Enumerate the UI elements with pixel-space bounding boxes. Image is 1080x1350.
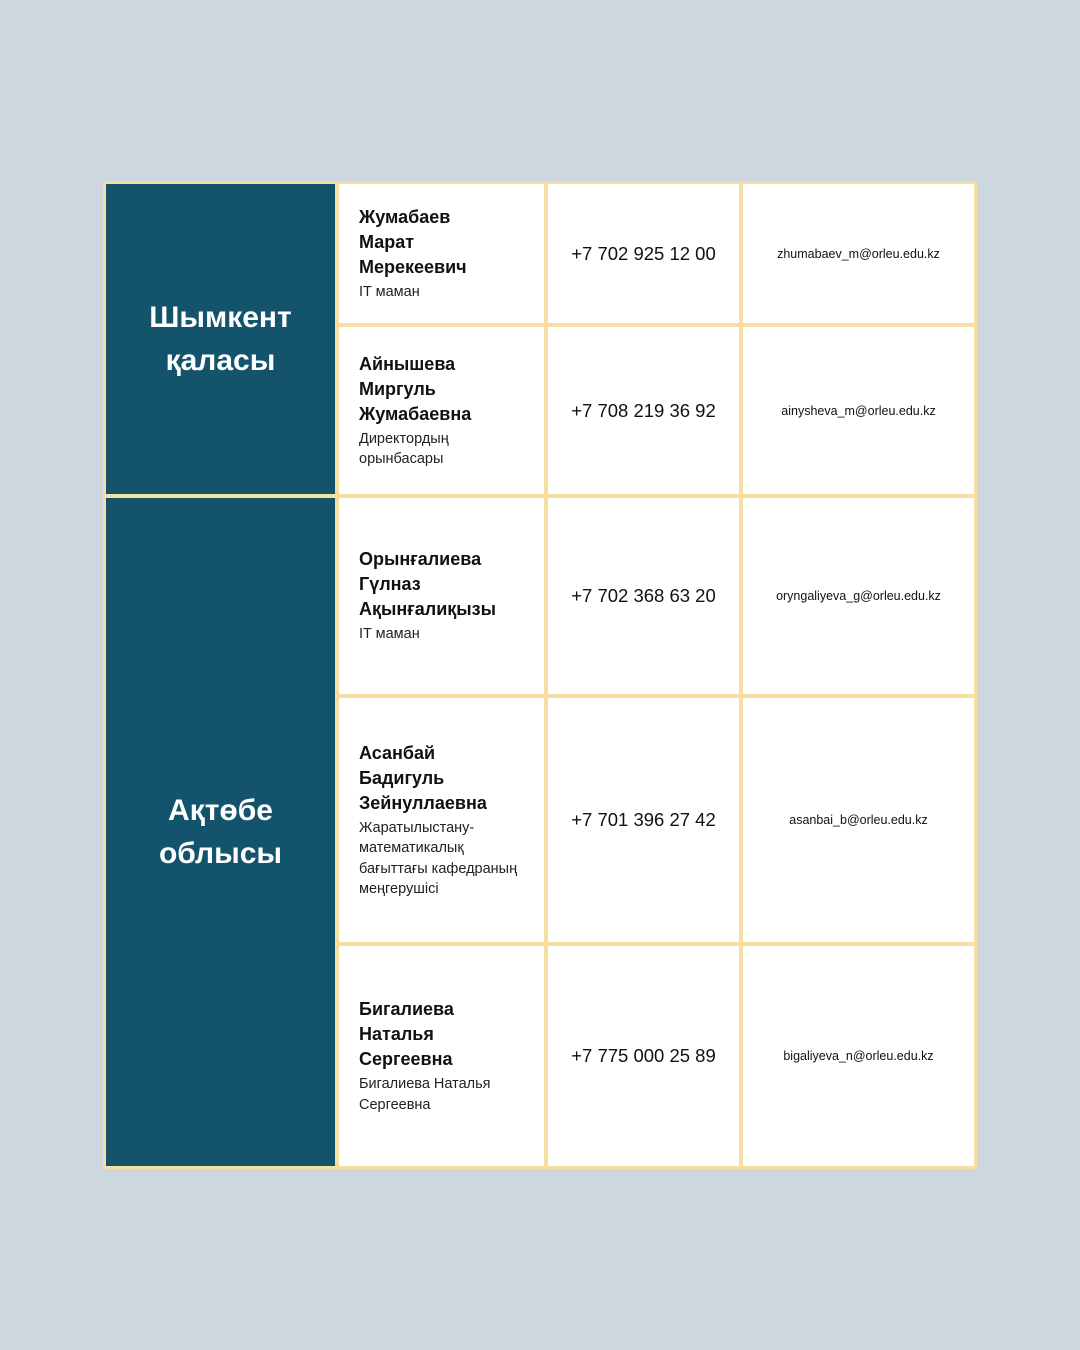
contact-email[interactable]: bigaliyeva_n@orleu.edu.kz bbox=[783, 1049, 934, 1063]
contacts-table bbox=[103, 181, 977, 1169]
contact-name-line: Орынғалиева bbox=[359, 549, 482, 570]
contact-name-line: Мерекеевич bbox=[359, 256, 467, 277]
contact-role: Бигалиева Наталья Сергеевна bbox=[359, 1076, 491, 1113]
region-title-line: қаласы bbox=[165, 344, 276, 377]
contact-name-block bbox=[359, 352, 534, 470]
region-title-line: облысы bbox=[158, 837, 283, 870]
contact-phone[interactable]: +7 702 925 12 00 bbox=[571, 242, 716, 264]
contact-name-line: Сергеевна bbox=[359, 1049, 453, 1069]
contact-name-line: Марат bbox=[359, 231, 415, 252]
region-cell-shymkent bbox=[106, 184, 335, 494]
region-title-line: Ақтөбе bbox=[168, 794, 273, 827]
contact-name-cell bbox=[339, 327, 544, 494]
contact-phone[interactable]: +7 702 368 63 20 bbox=[571, 585, 716, 606]
contact-name-line: Жумабаев bbox=[359, 206, 451, 227]
contact-role: IT маман bbox=[359, 626, 420, 643]
contact-role: Жаратылыстану-математикалық бағыттағы кафедраның меңгерушісі bbox=[359, 819, 518, 897]
region-title bbox=[159, 789, 282, 875]
region-title-line: Шымкент bbox=[149, 301, 292, 334]
contact-email[interactable]: ainysheva_m@orleu.edu.kz bbox=[781, 403, 936, 418]
contact-name-line: Бадигуль bbox=[359, 767, 445, 788]
contact-role: IT маман bbox=[359, 283, 420, 300]
contact-name-block bbox=[359, 997, 534, 1115]
contact-name-line: Наталья bbox=[359, 1024, 434, 1044]
contact-name-line: Бигалиева bbox=[359, 999, 454, 1019]
contact-email-cell bbox=[743, 498, 974, 694]
contact-name-line: Жумабаевна bbox=[359, 403, 472, 424]
contact-name-cell bbox=[339, 946, 544, 1166]
contact-email[interactable]: zhumabaev_m@orleu.edu.kz bbox=[777, 246, 940, 261]
contact-phone-cell bbox=[548, 946, 739, 1166]
contact-phone-cell bbox=[548, 184, 739, 323]
contact-name-line: Айнышева bbox=[359, 353, 456, 374]
contact-name-line: Ақынғалиқызы bbox=[359, 599, 496, 620]
contact-role: Директордың орынбасары bbox=[359, 430, 449, 467]
contact-phone[interactable]: +7 775 000 25 89 bbox=[571, 1045, 716, 1066]
contact-name-line: Миргуль bbox=[359, 378, 436, 399]
contact-name-line: Гүлназ bbox=[359, 574, 421, 595]
contact-name-line: Асанбай bbox=[359, 742, 436, 763]
contact-phone-cell bbox=[548, 327, 739, 494]
contact-phone[interactable]: +7 708 219 36 92 bbox=[571, 399, 716, 421]
contact-email-cell bbox=[743, 946, 974, 1166]
contact-email-cell bbox=[743, 698, 974, 942]
contact-email[interactable]: asanbai_b@orleu.edu.kz bbox=[789, 813, 928, 827]
contact-name-block bbox=[359, 741, 534, 900]
contact-email-cell bbox=[743, 184, 974, 323]
contact-name-cell bbox=[339, 698, 544, 942]
contact-phone[interactable]: +7 701 396 27 42 bbox=[571, 809, 716, 830]
region-title bbox=[149, 296, 291, 382]
contact-email[interactable]: oryngaliyeva_g@orleu.edu.kz bbox=[776, 589, 941, 603]
contact-name-cell bbox=[339, 184, 544, 323]
contact-name-block bbox=[359, 205, 467, 303]
region-cell-aktobe bbox=[106, 498, 335, 1166]
contact-email-cell bbox=[743, 327, 974, 494]
contact-phone-cell bbox=[548, 698, 739, 942]
contact-name-block bbox=[359, 547, 496, 645]
contact-phone-cell bbox=[548, 498, 739, 694]
contact-name-line: Зейнуллаевна bbox=[359, 792, 487, 813]
contact-name-cell bbox=[339, 498, 544, 694]
